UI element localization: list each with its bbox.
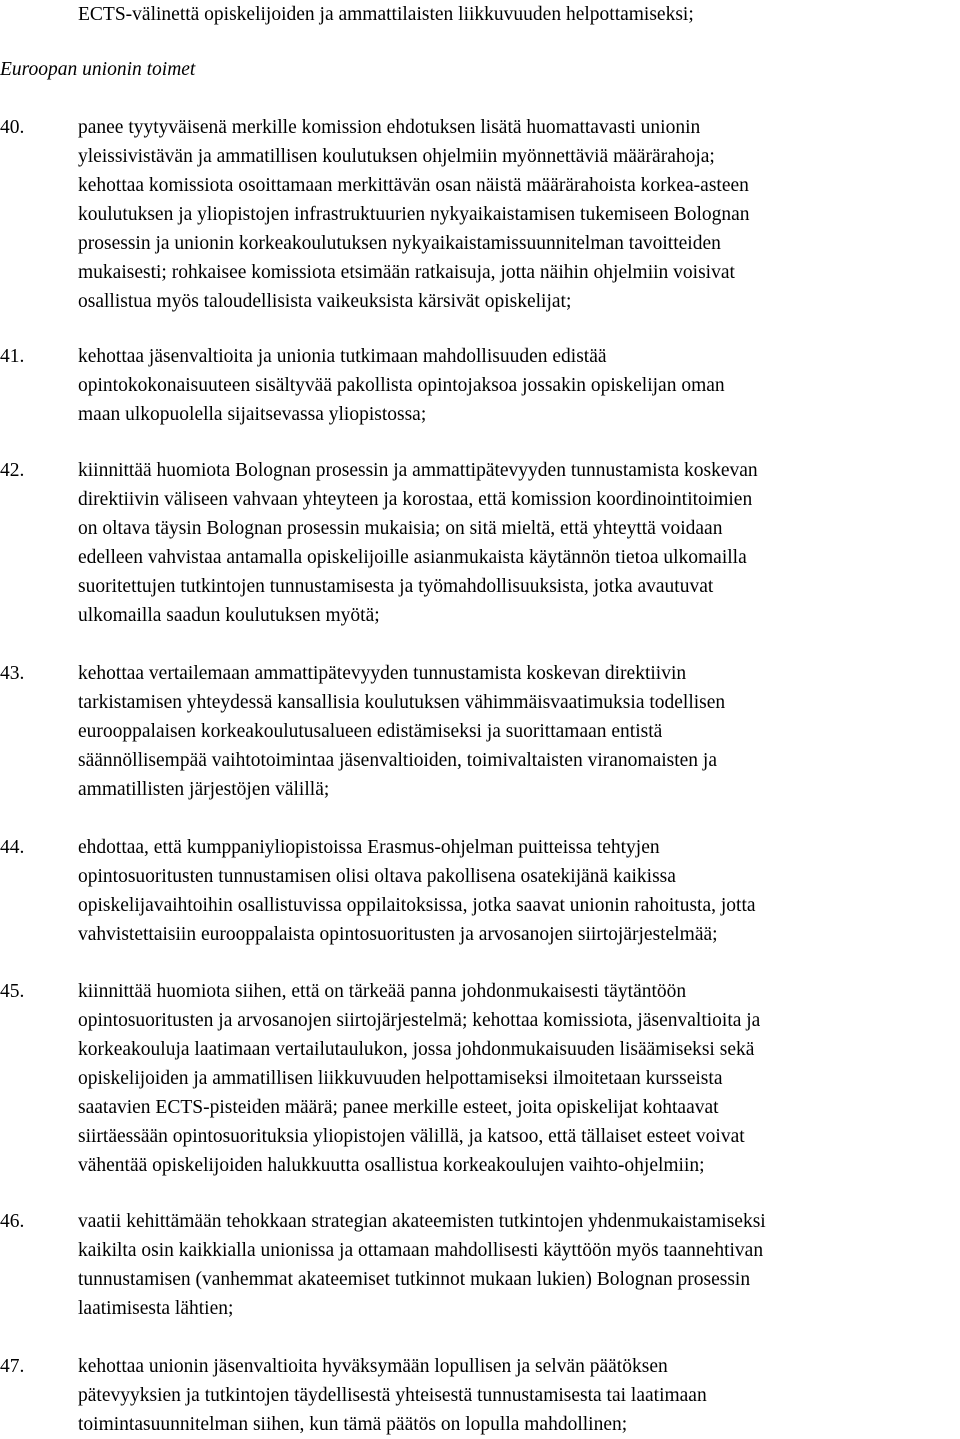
paragraph-line: eurooppalaisen korkeakoulutusalueen edistämiseksi ja suorittamaan entistä xyxy=(78,721,663,742)
paragraph-43 xyxy=(0,659,960,804)
paragraph-46 xyxy=(0,1207,960,1323)
intro-line: ECTS-välinettä opiskelijoiden ja ammattilaisten liikkuvuuden helpottamiseksi; xyxy=(78,4,694,25)
paragraph-number: 40. xyxy=(0,117,25,138)
paragraph-line: kaikilta osin kaikkialla unionissa ja ottamaan mahdollisesti käyttöön myös taannehtivan xyxy=(78,1240,764,1261)
paragraph-line: säännöllisempää vaihtotoimintaa jäsenvaltioiden, toimivaltaisten viranomaisten ja xyxy=(78,750,717,771)
paragraph-number: 46. xyxy=(0,1211,25,1232)
paragraph-line: on oltava täysin Bolognan prosessin mukaisia; on sitä mieltä, että yhteyttä voidaan xyxy=(78,518,723,539)
paragraph-44 xyxy=(0,833,960,949)
paragraph-line: osallistua myös taloudellisista vaikeuksista kärsivät opiskelijat; xyxy=(78,291,572,312)
paragraph-line: prosessin ja unionin korkeakoulutuksen nykyaikaistamissuunnitelman tavoitteiden xyxy=(78,233,721,254)
paragraph-line: kehottaa vertailemaan ammattipätevyyden tunnustamista koskevan direktiivin xyxy=(78,663,687,684)
paragraph-line: tunnustamisen (vanhemmat akateemiset tutkinnot mukaan lukien) Bolognan prosessin xyxy=(78,1269,751,1290)
paragraph-line: korkeakouluja laatimaan vertailutaulukon, jossa johdonmukaisuuden lisäämiseksi sekä xyxy=(78,1039,755,1060)
paragraph-line: ulkomailla saadun koulutuksen myötä; xyxy=(78,605,380,626)
paragraph-line: maan ulkopuolella sijaitsevassa yliopistossa; xyxy=(78,404,427,425)
paragraph-line: kiinnittää huomiota Bolognan prosessin ja ammattipätevyyden tunnustamista koskevan xyxy=(78,460,758,481)
paragraph-line: opiskelijavaihtoihin osallistuvissa oppilaitoksissa, jotka saavat unionin rahoitusta, jotta xyxy=(78,895,756,916)
paragraph-line: mukaisesti; rohkaisee komissiota etsimään ratkaisuja, jotta näihin ohjelmiin voisivat xyxy=(78,262,735,283)
paragraph-line: kehottaa unionin jäsenvaltioita hyväksymään lopullisen ja selvän päätöksen xyxy=(78,1356,668,1377)
paragraph-line: kiinnittää huomiota siihen, että on tärkeää panna johdonmukaisesti täytäntöön xyxy=(78,981,687,1002)
paragraph-41 xyxy=(0,342,960,429)
paragraph-line: yleissivistävän ja ammatillisen koulutuksen ohjelmiin myönnettäviä määrärahoja; xyxy=(78,146,715,167)
paragraph-number: 47. xyxy=(0,1356,25,1377)
paragraph-line: opintosuoritusten ja arvosanojen siirtojärjestelmä; kehottaa komissiota, jäsenvaltioita ja xyxy=(78,1010,761,1031)
paragraph-number: 41. xyxy=(0,346,25,367)
paragraph-line: panee tyytyväisenä merkille komission ehdotuksen lisätä huomattavasti unionin xyxy=(78,117,701,138)
paragraph-line: opiskelijoiden ja ammatillisen liikkuvuuden helpottamiseksi ilmoitetaan kursseista xyxy=(78,1068,723,1089)
paragraph-number: 44. xyxy=(0,837,25,858)
paragraph-line: kehottaa komissiota osoittamaan merkittävän osan näistä määrärahoista korkea-asteen xyxy=(78,175,749,196)
paragraph-line: vaatii kehittämään tehokkaan strategian akateemisten tutkintojen yhdenmukaistamiseksi xyxy=(78,1211,766,1232)
paragraph-line: toimintasuunnitelman siihen, kun tämä päätös on lopulla mahdollinen; xyxy=(78,1414,628,1435)
paragraph-line: opintosuoritusten tunnustamisen olisi oltava pakollisena osatekijänä kaikissa xyxy=(78,866,676,887)
paragraph-line: laatimisesta lähtien; xyxy=(78,1298,234,1319)
paragraph-line: vahvistettaisiin eurooppalaista opintosuoritusten ja arvosanojen siirtojärjestelmää; xyxy=(78,924,718,945)
paragraph-line: koulutuksen ja yliopistojen infrastruktuurien nykyaikaistamisen tukemiseen Bolognan xyxy=(78,204,750,225)
paragraph-line: ammatillisten järjestöjen välillä; xyxy=(78,779,330,800)
paragraph-line: direktiivin väliseen vahvaan yhteyteen ja korostaa, että komission koordinointitoimien xyxy=(78,489,753,510)
paragraph-line: kehottaa jäsenvaltioita ja unionia tutkimaan mahdollisuuden edistää xyxy=(78,346,607,367)
paragraph-47 xyxy=(0,1352,960,1439)
paragraph-line: vähentää opiskelijoiden halukkuutta osallistua korkeakoulujen vaihto-ohjelmiin; xyxy=(78,1155,705,1176)
paragraph-40 xyxy=(0,113,960,316)
paragraph-line: ehdottaa, että kumppaniyliopistoissa Erasmus-ohjelman puitteissa tehtyjen xyxy=(78,837,660,858)
paragraph-line: edelleen vahvistaa antamalla opiskelijoille asianmukaista käytännön tietoa ulkomailla xyxy=(78,547,747,568)
paragraph-number: 43. xyxy=(0,663,25,684)
paragraph-line: tarkistamisen yhteydessä kansallisia koulutuksen vähimmäisvaatimuksia todellisen xyxy=(78,692,726,713)
paragraph-42 xyxy=(0,456,960,630)
paragraph-45 xyxy=(0,977,960,1180)
paragraph-line: opintokokonaisuuteen sisältyvää pakollista opintojaksoa jossakin opiskelijan oman xyxy=(78,375,725,396)
paragraph-line: saatavien ECTS-pisteiden määrä; panee merkille esteet, joita opiskelijat kohtaavat xyxy=(78,1097,719,1118)
paragraph-line: suoritettujen tutkintojen tunnustamisesta ja työmahdollisuuksista, jotka avautuvat xyxy=(78,576,714,597)
paragraph-number: 45. xyxy=(0,981,25,1002)
paragraph-number: 42. xyxy=(0,460,25,481)
section-heading: Euroopan unionin toimet xyxy=(0,59,196,80)
paragraph-line: pätevyyksien ja tutkintojen täydellisestä yhteisestä tunnustamisesta tai laatimaan xyxy=(78,1385,707,1406)
paragraph-line: siirtäessään opintosuorituksia yliopistojen välillä, ja katsoo, että tällaiset esteet voivat xyxy=(78,1126,745,1147)
